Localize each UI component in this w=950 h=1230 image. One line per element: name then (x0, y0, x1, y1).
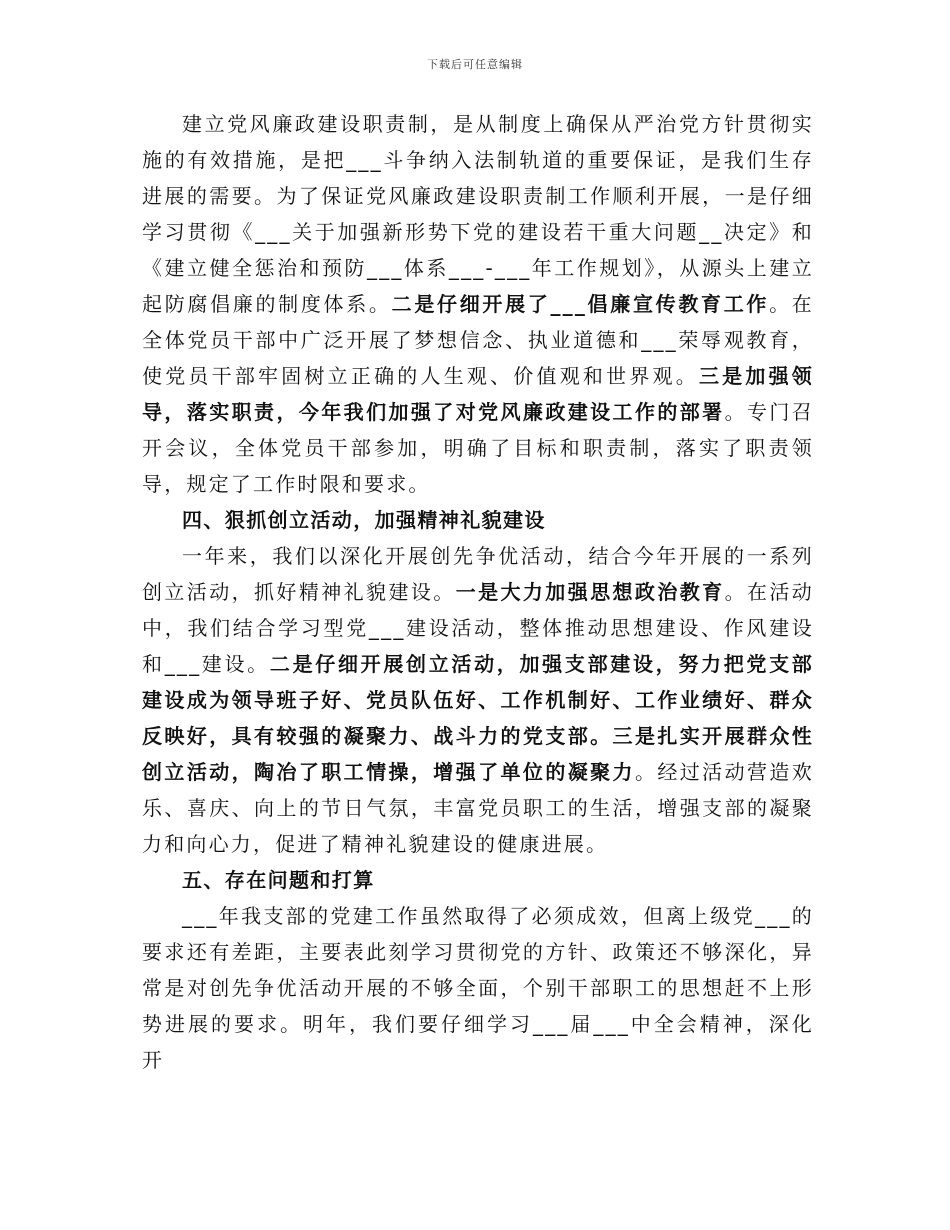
document-body (142, 106, 814, 1078)
bold-text-segment: 三是加强领导，落实职责，今年我们加强了对党风廉政建设工作的部署 (142, 364, 814, 424)
section-heading-5: 五、存在问题和打算 (182, 868, 375, 892)
paragraph-civilization-building (142, 538, 814, 862)
text-segment: 。在全体党员干部中广泛开展了梦想信念、执业道德和___荣辱观教育，使党员干部牢固树立正确的人生观、价值观和世界观。 (142, 292, 815, 388)
bold-text-segment: 二是仔细开展了___倡廉宣传教育工作 (391, 292, 770, 316)
paragraph-problems-plans (142, 898, 814, 1078)
bold-text-segment: 一是大力加强思想政治教育 (455, 580, 725, 604)
section-heading-4: 四、狠抓创立活动，加强精神礼貌建设 (182, 508, 546, 532)
text-segment: 。经过活动营造欢乐、喜庆、向上的节日气氛，丰富党员职工的生活，增强支部的凝聚力和向心力，促进了精神礼貌建设的健康进展。 (142, 760, 814, 856)
text-segment: 建立党风廉政建设职责制，是从制度上确保从严治党方针贯彻实施的有效措施，是把___斗争纳入法制轨道的重要保证，是我们生存进展的需要。为了保证党风廉政建设职责制工作顺利开展，一是仔细学习贯彻《___关于加强新形势下党的建设若干重大问题__决定》和《建立健全惩治和预防___体系___-___年工作规划》，从源头上建立起防腐倡廉的制度体系。 (142, 112, 814, 316)
page-header-note: 下载后可任意编辑 (427, 58, 523, 71)
bold-text-segment: 二是仔细开展创立活动，加强支部建设，努力把党支部建设成为领导班子好、党员队伍好、工作机制好、工作业绩好、群众反映好，具有较强的凝聚力、战斗力的党支部。三是扎实开展群众性创立活动，陶冶了职工情操，增强了单位的凝聚力 (142, 652, 814, 784)
text-segment: 一年来，我们以深化开展创先争优活动，结合今年开展的一系列创立活动，抓好精神礼貌建设。 (142, 544, 814, 604)
text-segment: 。专门召开会议，全体党员干部参加，明确了目标和职责制，落实了职责领导，规定了工作时限和要求。 (142, 400, 814, 496)
text-segment: ___年我支部的党建工作虽然取得了必须成效，但离上级党___的要求还有差距，主要表此刻学习贯彻党的方针、政策还不够深化，异常是对创先争优活动开展的不够全面，个别干部职工的思想赶不上形势进展的要求。明年，我们要仔细学习___届___中全会精神，深化开 (142, 904, 814, 1072)
paragraph-party-discipline (142, 106, 814, 502)
text-segment: 。在活动中，我们结合学习型党___建设活动，整体推动思想建设、作风建设和___建设。 (142, 580, 814, 676)
